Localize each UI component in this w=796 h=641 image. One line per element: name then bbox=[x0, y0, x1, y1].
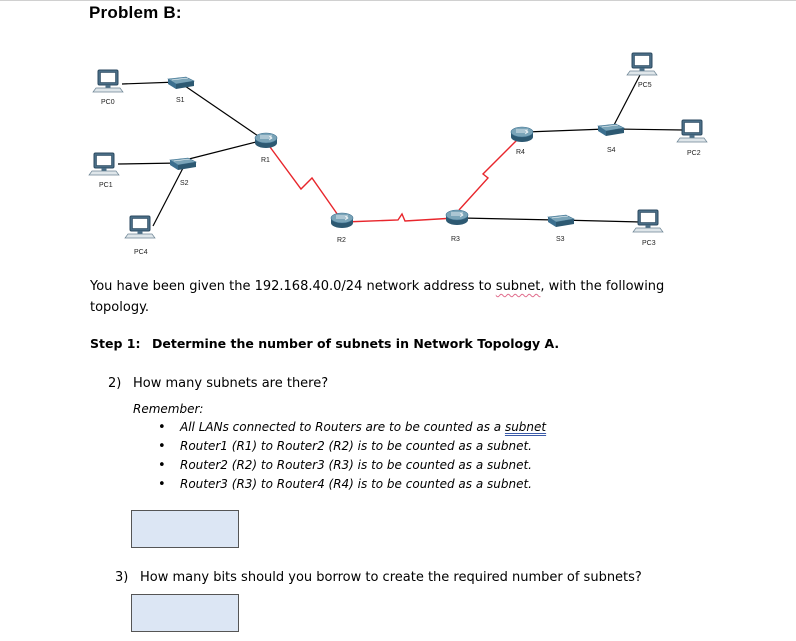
bullet-icon: • bbox=[158, 458, 166, 473]
question-2-text: How many subnets are there? bbox=[133, 376, 329, 391]
list-item bbox=[158, 418, 546, 437]
pc5-icon bbox=[627, 53, 657, 75]
link-s4-pc2 bbox=[614, 129, 684, 130]
intro-underlined-word: subnet bbox=[495, 279, 541, 294]
label-pc2: PC2 bbox=[687, 150, 701, 157]
pc3-icon bbox=[633, 210, 663, 232]
s3-switch-icon bbox=[548, 215, 574, 227]
question-3 bbox=[115, 570, 642, 585]
question-2-number: 2) bbox=[108, 376, 122, 391]
link-r3-s3 bbox=[462, 218, 556, 220]
label-s4: S4 bbox=[607, 147, 616, 154]
problem-title: Problem B: bbox=[89, 3, 182, 22]
label-s2: S2 bbox=[180, 180, 189, 187]
label-pc4: PC4 bbox=[134, 249, 148, 256]
remember-label: Remember: bbox=[133, 402, 204, 416]
bullet-icon: • bbox=[158, 420, 166, 435]
r3-router-icon bbox=[446, 210, 468, 225]
step1-text: Determine the number of subnets in Network Topology A. bbox=[152, 336, 560, 351]
pc0-icon bbox=[93, 70, 123, 92]
bullet-1-text: All LANs connected to Routers are to be counted as a bbox=[180, 420, 505, 434]
label-pc0: PC0 bbox=[101, 99, 115, 106]
label-pc3: PC3 bbox=[642, 240, 656, 247]
label-s1: S1 bbox=[176, 97, 185, 104]
link-s4-pc5 bbox=[614, 75, 640, 125]
pc4-icon bbox=[125, 216, 155, 238]
link-r4-s4 bbox=[526, 129, 606, 132]
link-s2-r1 bbox=[185, 140, 264, 160]
r2-router-icon bbox=[331, 213, 353, 228]
bullet-3-text: Router2 (R2) to Router3 (R3) is to be counted as a subnet. bbox=[180, 458, 532, 472]
label-r2: R2 bbox=[337, 237, 346, 244]
label-r4: R4 bbox=[516, 149, 525, 156]
pc2-icon bbox=[677, 120, 707, 142]
question-2 bbox=[108, 376, 328, 391]
label-r3: R3 bbox=[451, 236, 460, 243]
s2-switch-icon bbox=[170, 158, 196, 170]
answer-box-q3[interactable] bbox=[131, 594, 239, 632]
link-s1-r1 bbox=[185, 86, 264, 140]
label-pc5: PC5 bbox=[638, 82, 652, 89]
r1-router-icon bbox=[255, 133, 277, 148]
intro-text-after: , with the following topology. bbox=[90, 279, 665, 315]
r4-router-icon bbox=[511, 127, 533, 142]
label-r1: R1 bbox=[261, 157, 270, 164]
intro-paragraph bbox=[90, 276, 690, 318]
serial-link-r1-r2 bbox=[270, 147, 340, 218]
label-s3: S3 bbox=[556, 236, 565, 243]
s4-switch-icon bbox=[598, 124, 624, 136]
step1-number: Step 1: bbox=[90, 336, 141, 351]
remember-list bbox=[158, 418, 546, 494]
link-pc4-s2 bbox=[153, 168, 183, 226]
serial-link-r2-r3 bbox=[344, 214, 455, 222]
question-3-text: How many bits should you borrow to create the required number of subnets? bbox=[140, 570, 642, 585]
bullet-4-text: Router3 (R3) to Router4 (R4) is to be counted as a subnet. bbox=[180, 477, 532, 491]
serial-links bbox=[270, 137, 520, 222]
question-3-number: 3) bbox=[115, 570, 129, 585]
bullet-icon: • bbox=[158, 477, 166, 492]
intro-text-before: You have been given the 192.168.40.0/24 network address to bbox=[90, 279, 496, 294]
s1-switch-icon bbox=[168, 77, 194, 89]
network-topology-diagram bbox=[0, 0, 796, 265]
step1-heading bbox=[90, 336, 559, 351]
list-item bbox=[158, 437, 546, 456]
pc1-icon bbox=[89, 153, 119, 175]
bullet-2-text: Router1 (R1) to Router2 (R2) is to be counted as a subnet. bbox=[180, 439, 532, 453]
serial-link-r3-r4 bbox=[459, 137, 520, 210]
list-item bbox=[158, 475, 546, 494]
ethernet-links bbox=[118, 75, 684, 226]
list-item bbox=[158, 456, 546, 475]
bullet-icon: • bbox=[158, 439, 166, 454]
label-pc1: PC1 bbox=[99, 182, 113, 189]
bullet-1-underlined: subnet bbox=[504, 420, 547, 434]
answer-box-q2[interactable] bbox=[131, 510, 239, 548]
